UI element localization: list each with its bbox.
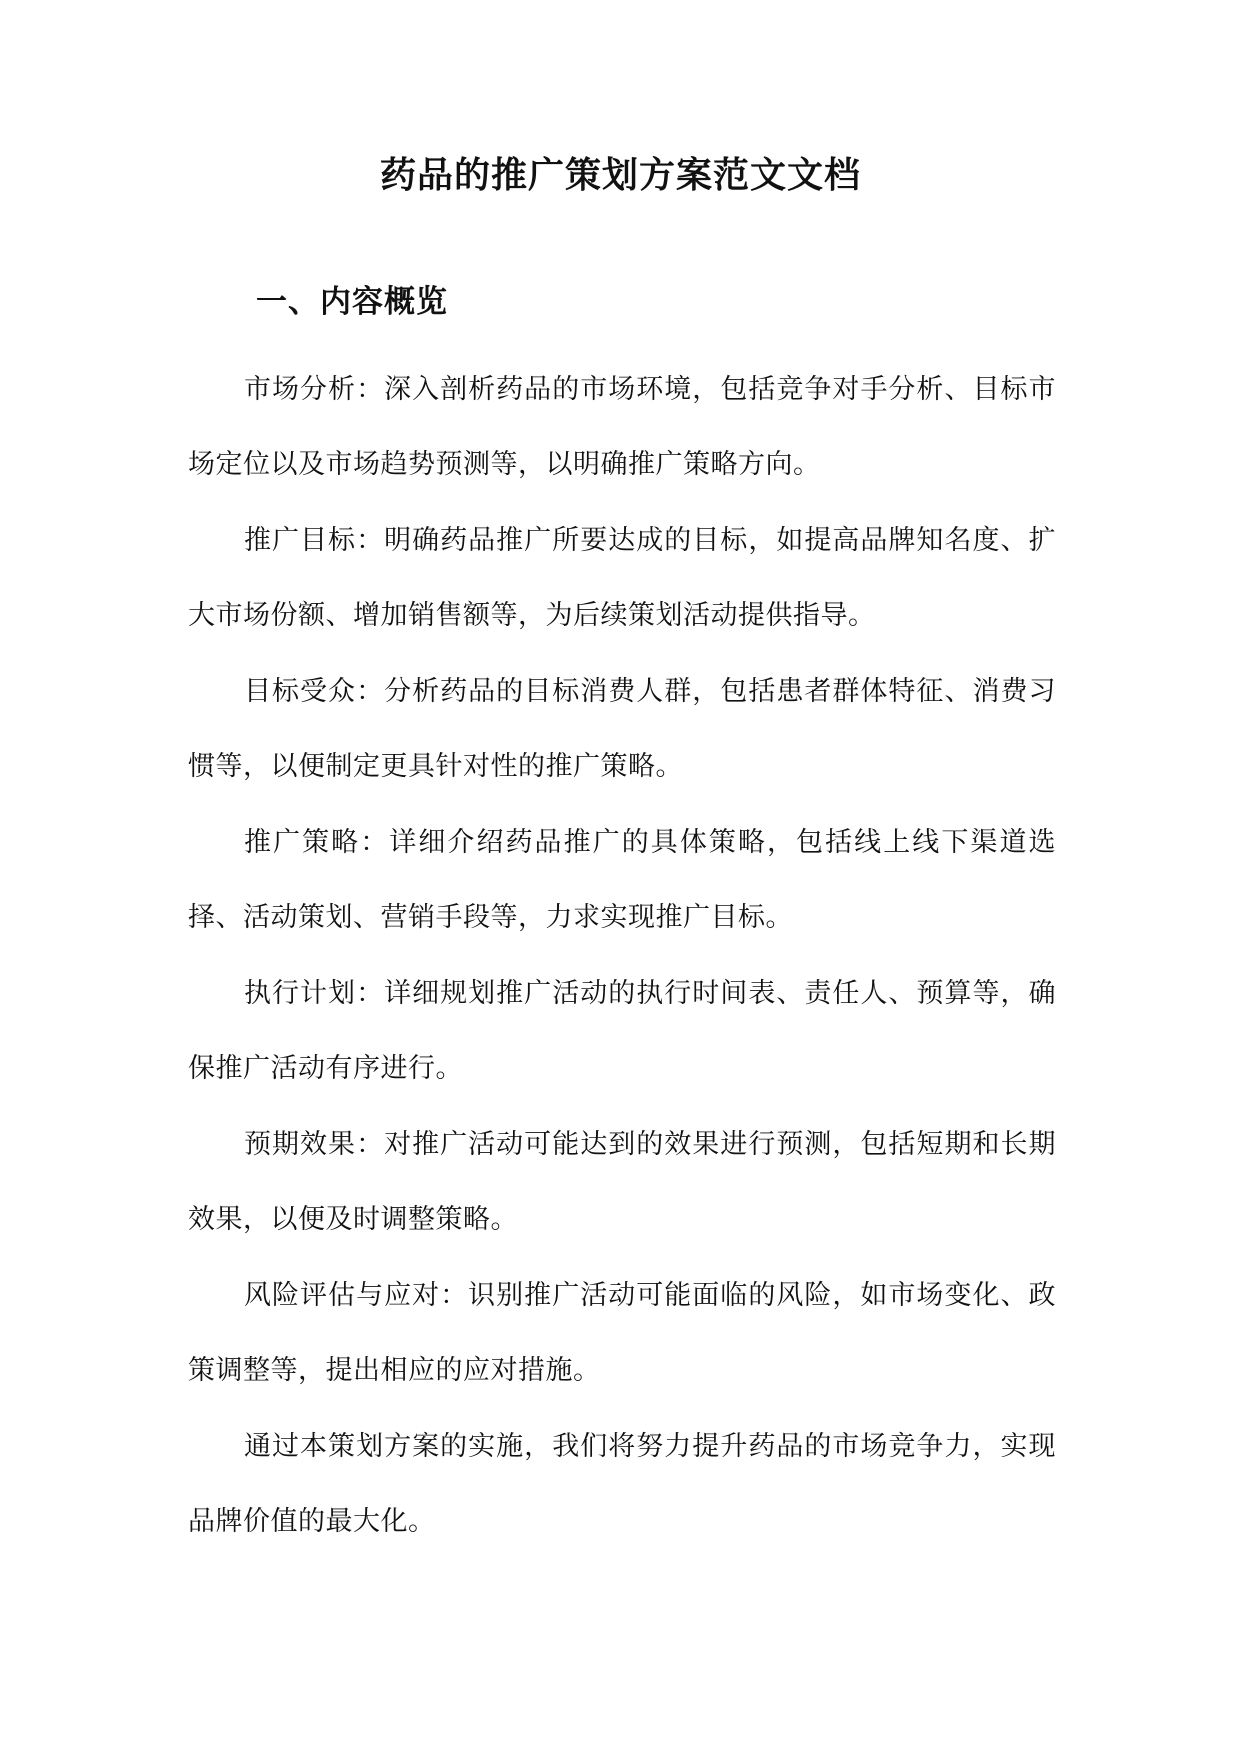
paragraph-promotion-strategy: 推广策略：详细介绍药品推广的具体策略，包括线上线下渠道选择、活动策划、营销手段等，力求实现推广目标。: [188, 827, 1056, 933]
document-title: 药品的推广策划方案范文文档: [379, 154, 861, 196]
section-heading: 一、内容概览: [256, 284, 448, 320]
paragraph-target-audience: 目标受众：分析药品的目标消费人群，包括患者群体特征、消费习惯等，以便制定更具针对性的推广策略。: [188, 676, 1056, 782]
paragraph-risk-assessment: 风险评估与应对：识别推广活动可能面临的风险，如市场变化、政策调整等，提出相应的应对措施。: [188, 1280, 1056, 1386]
paragraph-promotion-goals: 推广目标：明确药品推广所要达成的目标，如提高品牌知名度、扩大市场份额、增加销售额等，为后续策划活动提供指导。: [188, 525, 1056, 631]
paragraph-execution-plan: 执行计划：详细规划推广活动的执行时间表、责任人、预算等，确保推广活动有序进行。: [188, 978, 1056, 1084]
paragraph-expected-effects: 预期效果：对推广活动可能达到的效果进行预测，包括短期和长期效果，以便及时调整策略。: [188, 1129, 1056, 1235]
document-body: [188, 352, 1056, 1560]
paragraph-market-analysis: 市场分析：深入剖析药品的市场环境，包括竞争对手分析、目标市场定位以及市场趋势预测等，以明确推广策略方向。: [188, 374, 1056, 480]
paragraph-conclusion: 通过本策划方案的实施，我们将努力提升药品的市场竞争力，实现品牌价值的最大化。: [188, 1431, 1056, 1537]
